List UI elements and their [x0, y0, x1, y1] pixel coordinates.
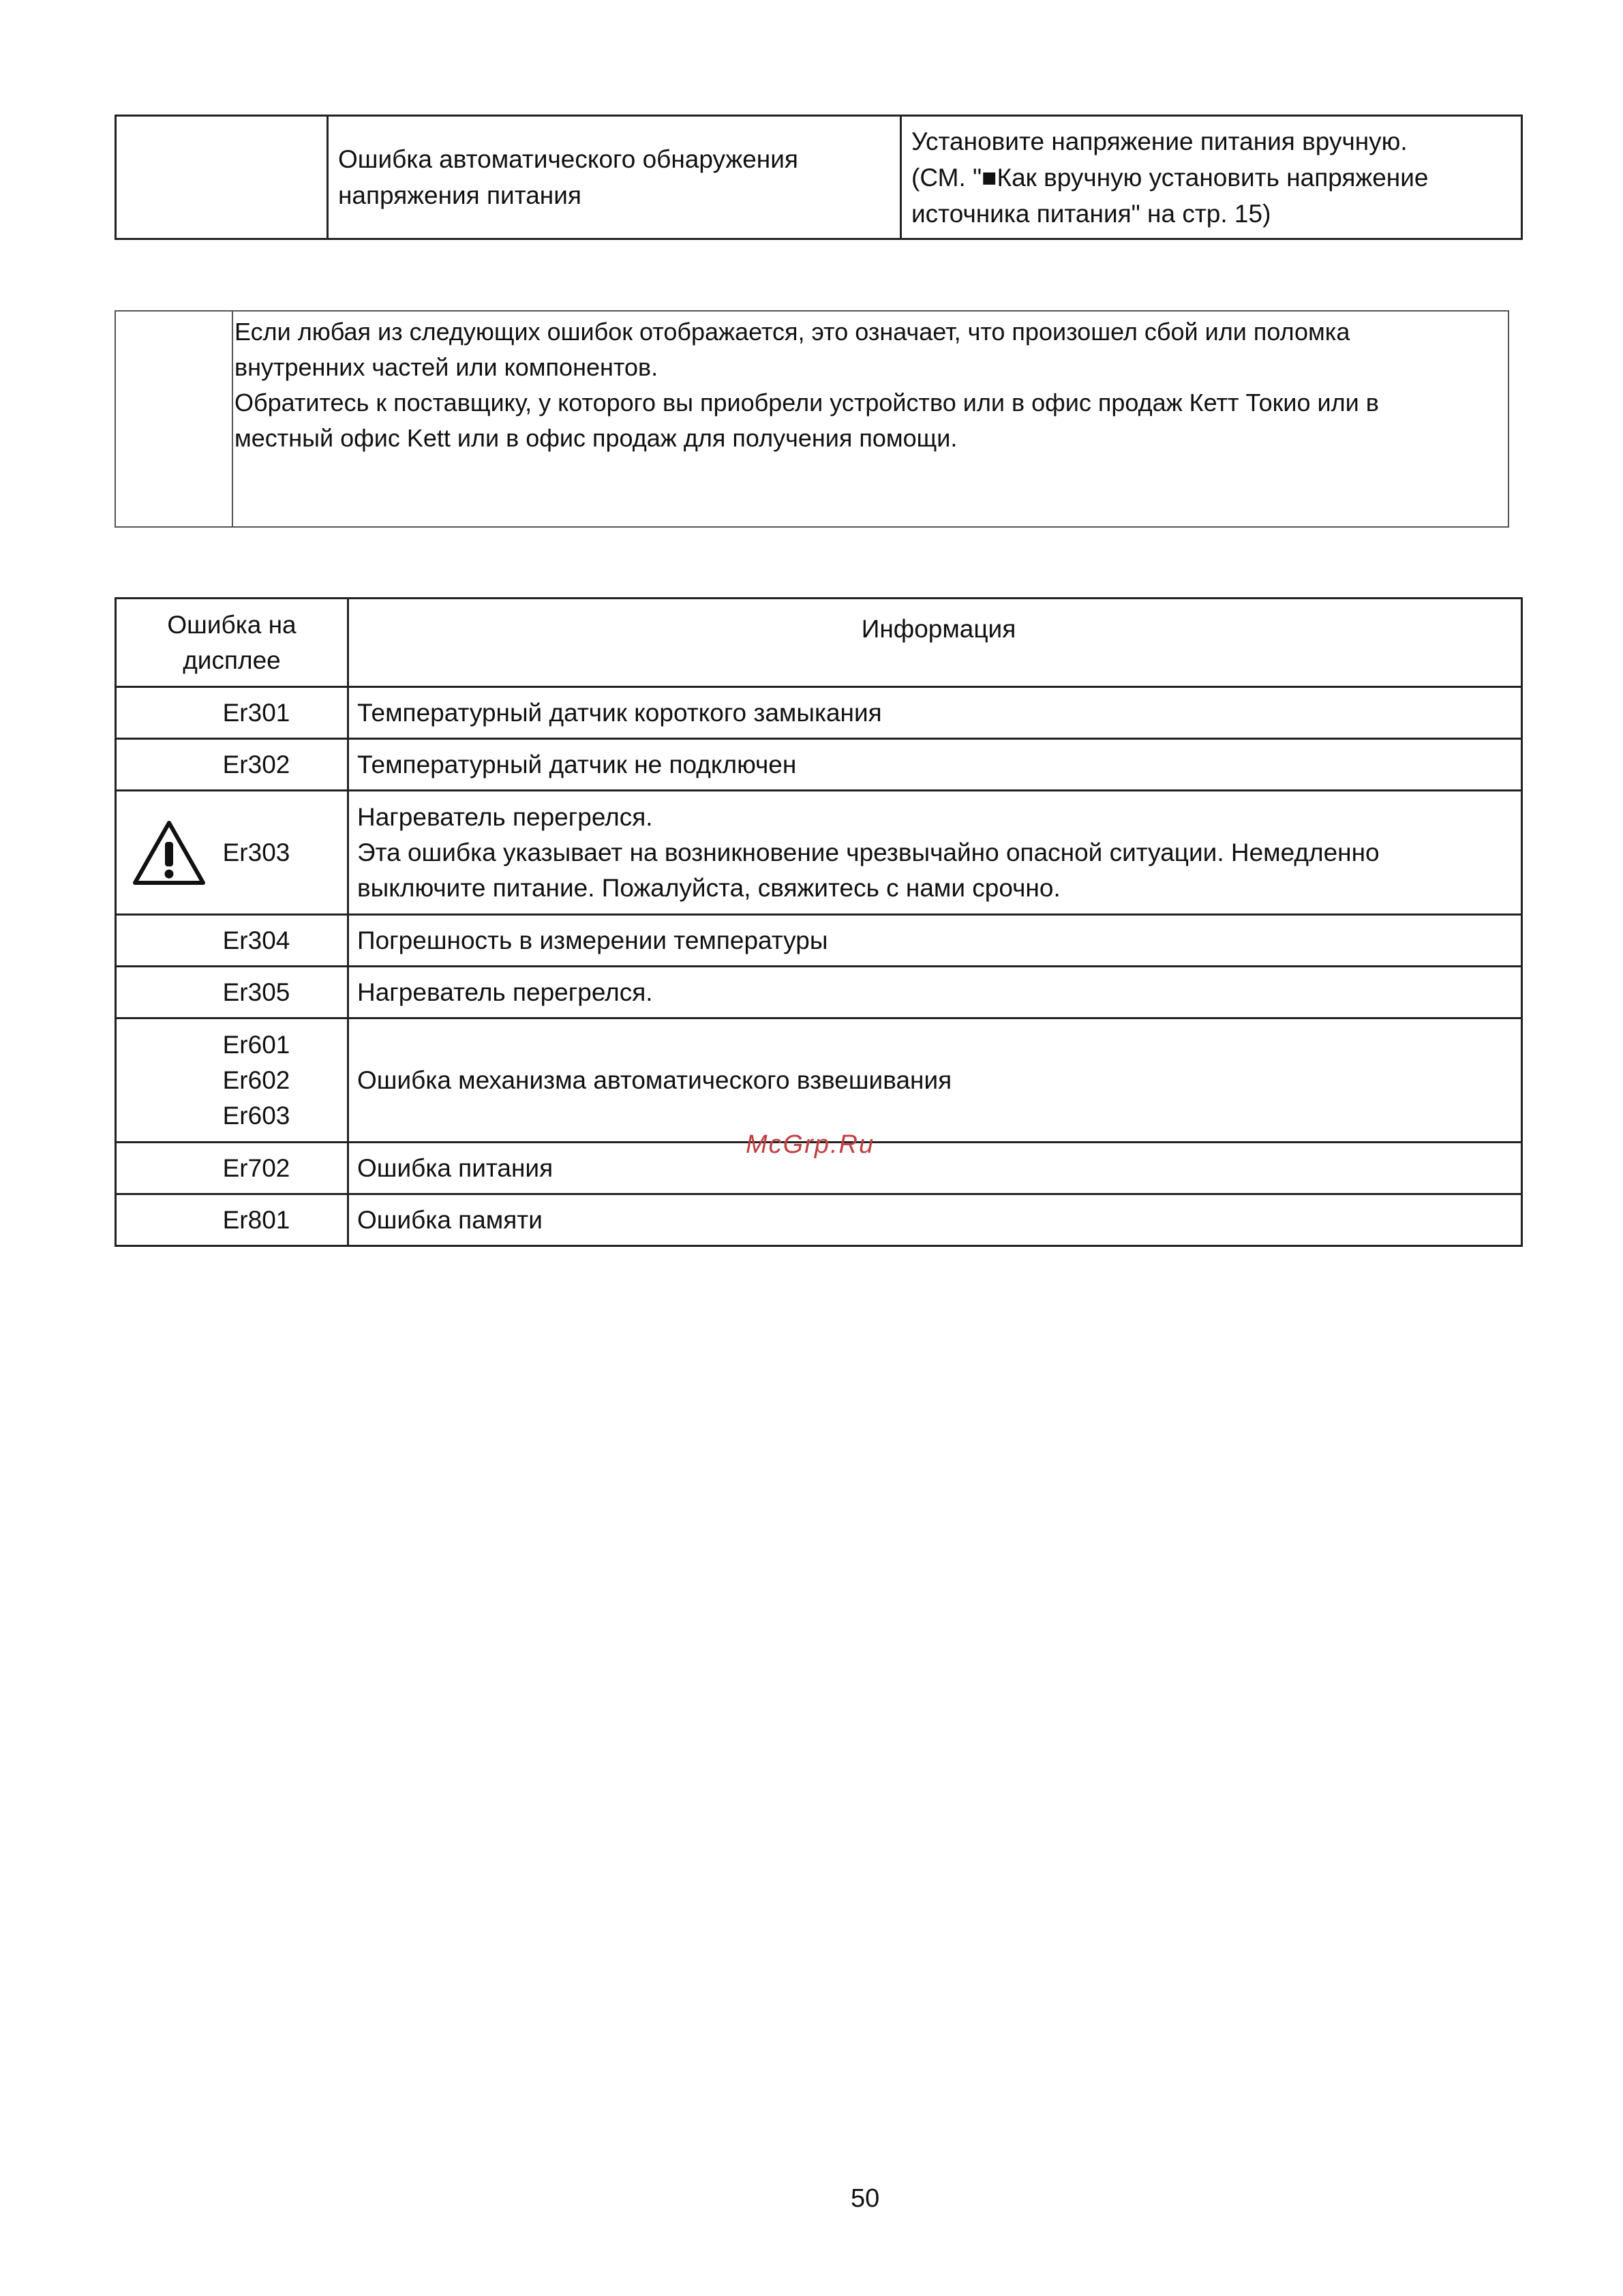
- error-info: Температурный датчик не подключен: [348, 739, 1522, 791]
- table-row: [116, 1194, 1522, 1246]
- black-square-icon: ■: [982, 163, 997, 192]
- error-remedy-cell: Установите напряжение питания вручную. (СМ. "■Как вручную установить напряжение источника питания" на стр. 15): [901, 116, 1522, 239]
- watermark: McGrp.Ru: [746, 1130, 875, 1159]
- table-row: [116, 967, 1522, 1018]
- error-info: Нагреватель перегрелся. Эта ошибка указывает на возникновение чрезвычайно опасной ситуации. Немедленно выключите питание. Пожалуйста, свяжитесь с нами срочно.: [348, 791, 1522, 915]
- error-info: Температурный датчик короткого замыкания: [348, 687, 1522, 739]
- page-number: 50: [851, 2184, 880, 2213]
- warning-icon: [132, 819, 207, 886]
- notice-left-column: [116, 312, 233, 526]
- error-code-cell: [116, 116, 328, 239]
- error-info: Ошибка механизма автоматического взвешивания: [348, 1018, 1522, 1143]
- table-row: [116, 116, 1522, 239]
- table-row: [116, 1018, 1522, 1143]
- header-code: Ошибка на дисплее: [116, 599, 348, 687]
- error-info: Ошибка питания: [348, 1143, 1522, 1194]
- table-header-row: [116, 599, 1522, 687]
- error-code: Er801: [222, 1205, 290, 1234]
- error-info: Ошибка памяти: [348, 1194, 1522, 1246]
- table-row: [116, 739, 1522, 791]
- table-row: [116, 687, 1522, 739]
- table-row: [116, 915, 1522, 967]
- error-code: Er702: [222, 1153, 290, 1182]
- notice-text: Если любая из следующих ошибок отображается, это означает, что произошел сбой или поломка внутренних частей или компонентов. Обратитесь к поставщику, у которого вы приобрели устройство или в офис продаж Кетт Токио или в местный офис Kett или в офис продаж для получения помощи.: [234, 318, 1379, 452]
- error-code: Er303: [222, 838, 290, 866]
- error-code: Er304: [222, 926, 290, 954]
- error-code: Er302: [222, 750, 290, 779]
- error-info: Погрешность в измерении температуры: [348, 915, 1522, 967]
- header-info: Информация: [348, 599, 1522, 687]
- error-code: Er305: [222, 978, 290, 1006]
- voltage-error-table: [115, 115, 1523, 240]
- error-info: Нагреватель перегрелся.: [348, 967, 1522, 1018]
- error-code-list: Er601 Er602 Er603: [222, 1030, 290, 1130]
- error-description-cell: Ошибка автоматического обнаружения напряжения питания: [328, 116, 901, 239]
- notice-box: [115, 310, 1509, 528]
- table-row: [116, 791, 1522, 915]
- error-code: Er301: [222, 698, 290, 727]
